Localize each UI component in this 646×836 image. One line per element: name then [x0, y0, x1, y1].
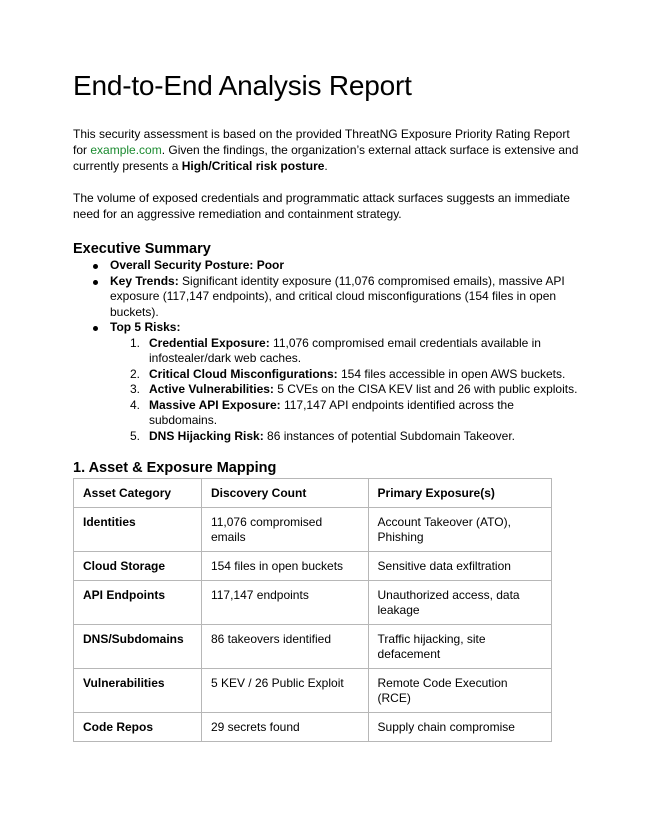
remediation-paragraph: The volume of exposed credentials and programmatic attack surfaces suggests an immediate need for an aggressive remediation and containment strategy.: [73, 191, 570, 221]
risk-text: 11,076 compromised email credentials available in infostealer/dark web caches.: [149, 335, 541, 365]
risk-label: Credential Exposure:: [149, 335, 270, 350]
risk-label: DNS Hijacking Risk:: [149, 428, 264, 443]
primary-exposure-cell: Sensitive data exfiltration: [368, 552, 551, 581]
primary-exposure-cell: Traffic hijacking, site defacement: [368, 625, 551, 669]
list-item-top-risks: [73, 320, 583, 444]
risk-number: 1.: [130, 335, 141, 350]
risk-text: 5 CVEs on the CISA KEV list and 26 with public exploits.: [273, 382, 578, 396]
discovery-count-cell: 154 files in open buckets: [201, 552, 368, 581]
asset-mapping-heading: 1. Asset & Exposure Mapping: [73, 460, 277, 476]
risk-number: 4.: [130, 397, 141, 412]
table-header-row: [74, 479, 552, 508]
overall-posture-label: Overall Security Posture: Poor: [110, 258, 285, 272]
top-risks-label: Top 5 Risks:: [110, 320, 181, 334]
domain-link[interactable]: example.com: [90, 143, 162, 157]
risk-item: [110, 367, 583, 383]
discovery-count-cell: 11,076 compromised emails: [201, 508, 368, 552]
discovery-count-cell: 5 KEV / 26 Public Exploit: [201, 669, 368, 713]
primary-exposure-cell: Supply chain compromise: [368, 713, 551, 742]
risk-text: 154 files accessible in open AWS buckets.: [337, 366, 566, 381]
list-item-key-trends: [73, 274, 583, 321]
table-row: [74, 581, 552, 625]
intro-text-1: This security assessment is based on the provided ThreatNG Exposure Priority Rating Report for: [73, 127, 570, 157]
risk-item: [110, 382, 583, 398]
risk-label: Massive API Exposure:: [149, 397, 281, 412]
risk-item: [110, 429, 583, 445]
asset-category-cell: API Endpoints: [74, 581, 202, 625]
risk-item: [110, 398, 583, 429]
key-trends-text: Significant identity exposure (11,076 compromised emails), massive API exposure (117,147 endpoints), and critical cloud misconfigurations (154 files in open buckets).: [110, 273, 565, 319]
column-header: Asset Category: [74, 479, 202, 508]
risk-number: 5.: [130, 428, 141, 443]
risk-label: Active Vulnerabilities:: [149, 382, 274, 396]
column-header: Primary Exposure(s): [368, 479, 551, 508]
asset-category-cell: DNS/Subdomains: [74, 625, 202, 669]
discovery-count-cell: 86 takeovers identified: [201, 625, 368, 669]
asset-category-cell: Code Repos: [74, 713, 202, 742]
primary-exposure-cell: Remote Code Execution (RCE): [368, 669, 551, 713]
risk-text: 86 instances of potential Subdomain Takeover.: [263, 428, 515, 443]
table-row: [74, 625, 552, 669]
list-item-overall-posture: [73, 258, 583, 274]
page-title: End-to-End Analysis Report: [73, 70, 412, 101]
discovery-count-cell: 29 secrets found: [201, 713, 368, 742]
asset-category-cell: Cloud Storage: [74, 552, 202, 581]
discovery-count-cell: 117,147 endpoints: [201, 581, 368, 625]
risk-posture-emphasis: High/Critical risk posture: [181, 159, 325, 173]
table-row: [74, 552, 552, 581]
asset-exposure-table: [73, 478, 552, 742]
top-risks-list: [110, 336, 583, 445]
primary-exposure-cell: Account Takeover (ATO), Phishing: [368, 508, 551, 552]
intro-text-3: .: [324, 159, 328, 173]
risk-text: 117,147 API endpoints identified across the subdomains.: [149, 397, 514, 427]
intro-paragraph: [73, 126, 583, 174]
risk-label: Critical Cloud Misconfigurations:: [149, 366, 338, 381]
primary-exposure-cell: Unauthorized access, data leakage: [368, 581, 551, 625]
table-row: [74, 508, 552, 552]
key-trends-label: Key Trends:: [110, 273, 179, 288]
risk-number: 3.: [130, 382, 141, 396]
executive-summary-list: [73, 258, 583, 444]
asset-category-cell: Vulnerabilities: [74, 669, 202, 713]
intro-text-2: . Given the findings, the organization’s external attack surface is extensive and currently presents a: [73, 143, 579, 173]
executive-summary-heading: Executive Summary: [73, 241, 211, 257]
asset-category-cell: Identities: [74, 508, 202, 552]
risk-number: 2.: [130, 366, 141, 381]
risk-item: [110, 336, 583, 367]
table-row: [74, 669, 552, 713]
table-row: [74, 713, 552, 742]
column-header: Discovery Count: [201, 479, 368, 508]
